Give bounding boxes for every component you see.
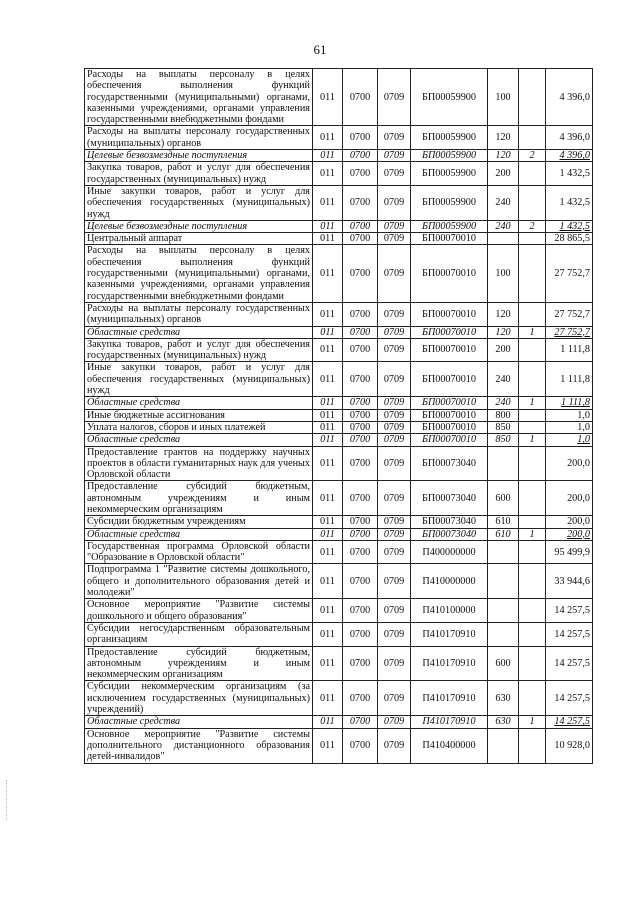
amount: 4 396,0	[546, 126, 593, 150]
table-row	[85, 338, 593, 362]
funding-source-code	[519, 646, 546, 681]
section-code: 0700	[343, 162, 378, 186]
subsection-code: 0709	[378, 434, 411, 446]
admin-code: 011	[313, 69, 343, 126]
expense-type-code	[488, 622, 519, 646]
funding-source-code	[519, 516, 546, 528]
amount: 1,0	[546, 421, 593, 433]
table-row	[85, 409, 593, 421]
section-code: 0700	[343, 220, 378, 232]
row-description: Закупка товаров, работ и услуг для обеспечения государственных (муниципальных) нужд	[85, 162, 313, 186]
section-code: 0700	[343, 126, 378, 150]
target-article-code: БП00070010	[411, 362, 488, 397]
row-description: Областные средства	[85, 434, 313, 446]
section-code: 0700	[343, 185, 378, 220]
target-article-code: П410400000	[411, 728, 488, 763]
row-description: Целевые безвозмездные поступления	[85, 220, 313, 232]
subsection-code: 0709	[378, 362, 411, 397]
target-article-code: БП00070010	[411, 233, 488, 245]
target-article-code: БП00059900	[411, 185, 488, 220]
target-article-code: БП00073040	[411, 446, 488, 481]
subsection-code: 0709	[378, 185, 411, 220]
funding-source-code	[519, 540, 546, 564]
table-row	[85, 326, 593, 338]
amount: 14 257,5	[546, 716, 593, 728]
row-description: Расходы на выплаты персоналу в целях обеспечения выполнения функций государственными (муниципальными) органами, казенными учреждениями, органами управления государственными внебюджетными фондами	[85, 245, 313, 302]
row-description: Основное мероприятие "Развитие системы дошкольного и общего образования"	[85, 599, 313, 623]
funding-source-code	[519, 245, 546, 302]
admin-code: 011	[313, 681, 343, 716]
table-row	[85, 150, 593, 162]
section-code: 0700	[343, 150, 378, 162]
table-row	[85, 540, 593, 564]
section-code: 0700	[343, 528, 378, 540]
admin-code: 011	[313, 540, 343, 564]
row-description: Целевые безвозмездные поступления	[85, 150, 313, 162]
target-article-code: БП00059900	[411, 126, 488, 150]
funding-source-code	[519, 481, 546, 516]
row-description: Основное мероприятие "Развитие системы дополнительного дистанционного образования детей-инвалидов"	[85, 728, 313, 763]
expense-type-code: 240	[488, 362, 519, 397]
expense-type-code: 630	[488, 716, 519, 728]
target-article-code: П410170910	[411, 681, 488, 716]
table-row	[85, 220, 593, 232]
subsection-code: 0709	[378, 245, 411, 302]
amount: 200,0	[546, 516, 593, 528]
section-code: 0700	[343, 362, 378, 397]
admin-code: 011	[313, 516, 343, 528]
section-code: 0700	[343, 481, 378, 516]
target-article-code: БП00073040	[411, 481, 488, 516]
subsection-code: 0709	[378, 564, 411, 599]
table-row	[85, 446, 593, 481]
target-article-code: П410170910	[411, 716, 488, 728]
target-article-code: П410170910	[411, 622, 488, 646]
table-row	[85, 162, 593, 186]
funding-source-code	[519, 564, 546, 599]
amount: 28 865,5	[546, 233, 593, 245]
amount: 14 257,5	[546, 599, 593, 623]
target-article-code: БП00070010	[411, 245, 488, 302]
subsection-code: 0709	[378, 540, 411, 564]
row-description: Субсидии некоммерческим организациям (за исключением государственных (муниципальных) учреждений)	[85, 681, 313, 716]
expense-type-code: 850	[488, 434, 519, 446]
funding-source-code: 2	[519, 220, 546, 232]
table-row	[85, 69, 593, 126]
admin-code: 011	[313, 220, 343, 232]
expense-type-code: 240	[488, 220, 519, 232]
table-row	[85, 728, 593, 763]
admin-code: 011	[313, 233, 343, 245]
target-article-code: П410170910	[411, 646, 488, 681]
table-row	[85, 302, 593, 326]
section-code: 0700	[343, 397, 378, 409]
funding-source-code: 1	[519, 528, 546, 540]
subsection-code: 0709	[378, 150, 411, 162]
funding-source-code	[519, 233, 546, 245]
target-article-code: БП00070010	[411, 397, 488, 409]
expense-type-code: 100	[488, 69, 519, 126]
expense-type-code: 120	[488, 150, 519, 162]
subsection-code: 0709	[378, 599, 411, 623]
amount: 14 257,5	[546, 622, 593, 646]
subsection-code: 0709	[378, 716, 411, 728]
funding-source-code	[519, 622, 546, 646]
target-article-code: БП00073040	[411, 516, 488, 528]
expense-type-code: 120	[488, 326, 519, 338]
section-code: 0700	[343, 622, 378, 646]
admin-code: 011	[313, 338, 343, 362]
subsection-code: 0709	[378, 409, 411, 421]
funding-source-code	[519, 599, 546, 623]
expense-type-code: 100	[488, 245, 519, 302]
admin-code: 011	[313, 481, 343, 516]
table-row	[85, 599, 593, 623]
amount: 1 432,5	[546, 185, 593, 220]
expense-type-code	[488, 540, 519, 564]
subsection-code: 0709	[378, 220, 411, 232]
admin-code: 011	[313, 397, 343, 409]
target-article-code: П410100000	[411, 599, 488, 623]
funding-source-code	[519, 362, 546, 397]
admin-code: 011	[313, 150, 343, 162]
row-description: Областные средства	[85, 716, 313, 728]
subsection-code: 0709	[378, 326, 411, 338]
admin-code: 011	[313, 622, 343, 646]
admin-code: 011	[313, 599, 343, 623]
subsection-code: 0709	[378, 69, 411, 126]
row-description: Расходы на выплаты персоналу государственных (муниципальных) органов	[85, 302, 313, 326]
admin-code: 011	[313, 728, 343, 763]
amount: 1,0	[546, 409, 593, 421]
amount: 200,0	[546, 446, 593, 481]
section-code: 0700	[343, 338, 378, 362]
subsection-code: 0709	[378, 338, 411, 362]
admin-code: 011	[313, 434, 343, 446]
row-description: Областные средства	[85, 326, 313, 338]
target-article-code: БП00059900	[411, 150, 488, 162]
row-description: Государственная программа Орловской области "Образование в Орловской области"	[85, 540, 313, 564]
section-code: 0700	[343, 233, 378, 245]
row-description: Уплата налогов, сборов и иных платежей	[85, 421, 313, 433]
subsection-code: 0709	[378, 162, 411, 186]
admin-code: 011	[313, 326, 343, 338]
amount: 27 752,7	[546, 302, 593, 326]
row-description: Расходы на выплаты персоналу в целях обеспечения выполнения функций государственными (муниципальными) органами, казенными учреждениями, органами управления государственными внебюджетными фондами	[85, 69, 313, 126]
target-article-code: БП00070010	[411, 302, 488, 326]
budget-table-body	[85, 69, 593, 764]
section-code: 0700	[343, 421, 378, 433]
row-description: Предоставление субсидий бюджетным, автономным учреждениям и иным некоммерческим организациям	[85, 481, 313, 516]
section-code: 0700	[343, 681, 378, 716]
amount: 27 752,7	[546, 326, 593, 338]
admin-code: 011	[313, 302, 343, 326]
admin-code: 011	[313, 646, 343, 681]
target-article-code: БП00070010	[411, 434, 488, 446]
row-description: Закупка товаров, работ и услуг для обеспечения государственных (муниципальных) нужд	[85, 338, 313, 362]
row-description: Предоставление субсидий бюджетным, автономным учреждениям и иным некоммерческим организациям	[85, 646, 313, 681]
expense-type-code: 120	[488, 126, 519, 150]
funding-source-code: 1	[519, 716, 546, 728]
subsection-code: 0709	[378, 397, 411, 409]
amount: 27 752,7	[546, 245, 593, 302]
page-number: 61	[313, 42, 327, 57]
amount: 1 111,8	[546, 362, 593, 397]
expense-type-code: 240	[488, 185, 519, 220]
target-article-code: БП00070010	[411, 326, 488, 338]
row-description: Областные средства	[85, 528, 313, 540]
row-description: Предоставление грантов на поддержку научных проектов в области гуманитарных наук для ученых Орловской области	[85, 446, 313, 481]
section-code: 0700	[343, 245, 378, 302]
expense-type-code: 120	[488, 302, 519, 326]
funding-source-code	[519, 421, 546, 433]
amount: 1 111,8	[546, 338, 593, 362]
funding-source-code	[519, 302, 546, 326]
admin-code: 011	[313, 716, 343, 728]
amount: 1,0	[546, 434, 593, 446]
amount: 1 432,5	[546, 162, 593, 186]
section-code: 0700	[343, 716, 378, 728]
section-code: 0700	[343, 409, 378, 421]
section-code: 0700	[343, 302, 378, 326]
target-article-code: П400000000	[411, 540, 488, 564]
target-article-code: БП00059900	[411, 220, 488, 232]
expense-type-code	[488, 564, 519, 599]
budget-table	[84, 68, 593, 764]
target-article-code: БП00070010	[411, 409, 488, 421]
target-article-code: П410000000	[411, 564, 488, 599]
funding-source-code	[519, 728, 546, 763]
subsection-code: 0709	[378, 481, 411, 516]
table-row	[85, 564, 593, 599]
amount: 95 499,9	[546, 540, 593, 564]
subsection-code: 0709	[378, 516, 411, 528]
funding-source-code	[519, 126, 546, 150]
admin-code: 011	[313, 564, 343, 599]
section-code: 0700	[343, 516, 378, 528]
admin-code: 011	[313, 162, 343, 186]
row-description: Центральный аппарат	[85, 233, 313, 245]
admin-code: 011	[313, 362, 343, 397]
admin-code: 011	[313, 528, 343, 540]
section-code: 0700	[343, 540, 378, 564]
subsection-code: 0709	[378, 126, 411, 150]
amount: 200,0	[546, 528, 593, 540]
row-description: Иные закупки товаров, работ и услуг для обеспечения государственных (муниципальных) нужд	[85, 185, 313, 220]
admin-code: 011	[313, 446, 343, 481]
expense-type-code	[488, 446, 519, 481]
funding-source-code	[519, 409, 546, 421]
table-row	[85, 481, 593, 516]
admin-code: 011	[313, 245, 343, 302]
section-code: 0700	[343, 728, 378, 763]
row-description: Иные закупки товаров, работ и услуг для обеспечения государственных (муниципальных) нужд	[85, 362, 313, 397]
expense-type-code: 630	[488, 681, 519, 716]
admin-code: 011	[313, 421, 343, 433]
funding-source-code: 1	[519, 397, 546, 409]
funding-source-code	[519, 446, 546, 481]
table-row	[85, 434, 593, 446]
expense-type-code: 610	[488, 516, 519, 528]
row-description: Субсидии негосударственным образовательным организациям	[85, 622, 313, 646]
subsection-code: 0709	[378, 421, 411, 433]
subsection-code: 0709	[378, 528, 411, 540]
target-article-code: БП00073040	[411, 528, 488, 540]
funding-source-code: 1	[519, 326, 546, 338]
funding-source-code	[519, 185, 546, 220]
funding-source-code: 2	[519, 150, 546, 162]
expense-type-code	[488, 599, 519, 623]
expense-type-code: 600	[488, 646, 519, 681]
target-article-code: БП00070010	[411, 421, 488, 433]
amount: 14 257,5	[546, 646, 593, 681]
row-description: Расходы на выплаты персоналу государственных (муниципальных) органов	[85, 126, 313, 150]
row-description: Областные средства	[85, 397, 313, 409]
expense-type-code: 800	[488, 409, 519, 421]
table-row	[85, 516, 593, 528]
table-row	[85, 716, 593, 728]
amount: 1 111,8	[546, 397, 593, 409]
subsection-code: 0709	[378, 646, 411, 681]
expense-type-code: 200	[488, 338, 519, 362]
section-code: 0700	[343, 326, 378, 338]
expense-type-code: 610	[488, 528, 519, 540]
admin-code: 011	[313, 409, 343, 421]
table-row	[85, 681, 593, 716]
subsection-code: 0709	[378, 302, 411, 326]
subsection-code: 0709	[378, 681, 411, 716]
section-code: 0700	[343, 646, 378, 681]
amount: 4 396,0	[546, 150, 593, 162]
subsection-code: 0709	[378, 446, 411, 481]
row-description: Иные бюджетные ассигнования	[85, 409, 313, 421]
table-row	[85, 245, 593, 302]
section-code: 0700	[343, 446, 378, 481]
table-row	[85, 185, 593, 220]
margin-mark	[6, 780, 9, 820]
amount: 14 257,5	[546, 681, 593, 716]
table-row	[85, 421, 593, 433]
funding-source-code	[519, 681, 546, 716]
table-row	[85, 233, 593, 245]
subsection-code: 0709	[378, 622, 411, 646]
amount: 10 928,0	[546, 728, 593, 763]
row-description: Субсидии бюджетным учреждениям	[85, 516, 313, 528]
subsection-code: 0709	[378, 233, 411, 245]
section-code: 0700	[343, 564, 378, 599]
expense-type-code: 200	[488, 162, 519, 186]
expense-type-code: 600	[488, 481, 519, 516]
funding-source-code	[519, 338, 546, 362]
admin-code: 011	[313, 126, 343, 150]
section-code: 0700	[343, 599, 378, 623]
expense-type-code: 850	[488, 421, 519, 433]
expense-type-code: 240	[488, 397, 519, 409]
table-row	[85, 126, 593, 150]
admin-code: 011	[313, 185, 343, 220]
section-code: 0700	[343, 434, 378, 446]
table-row	[85, 362, 593, 397]
amount: 4 396,0	[546, 69, 593, 126]
funding-source-code	[519, 162, 546, 186]
table-row	[85, 646, 593, 681]
funding-source-code	[519, 69, 546, 126]
target-article-code: БП00059900	[411, 162, 488, 186]
table-row	[85, 528, 593, 540]
table-row	[85, 397, 593, 409]
section-code: 0700	[343, 69, 378, 126]
target-article-code: БП00070010	[411, 338, 488, 362]
expense-type-code	[488, 233, 519, 245]
funding-source-code: 1	[519, 434, 546, 446]
subsection-code: 0709	[378, 728, 411, 763]
row-description: Подпрограмма 1 "Развитие системы дошкольного, общего и дополнительного образования детей и молодежи"	[85, 564, 313, 599]
expense-type-code	[488, 728, 519, 763]
table-row	[85, 622, 593, 646]
amount: 1 432,5	[546, 220, 593, 232]
amount: 200,0	[546, 481, 593, 516]
amount: 33 944,6	[546, 564, 593, 599]
target-article-code: БП00059900	[411, 69, 488, 126]
